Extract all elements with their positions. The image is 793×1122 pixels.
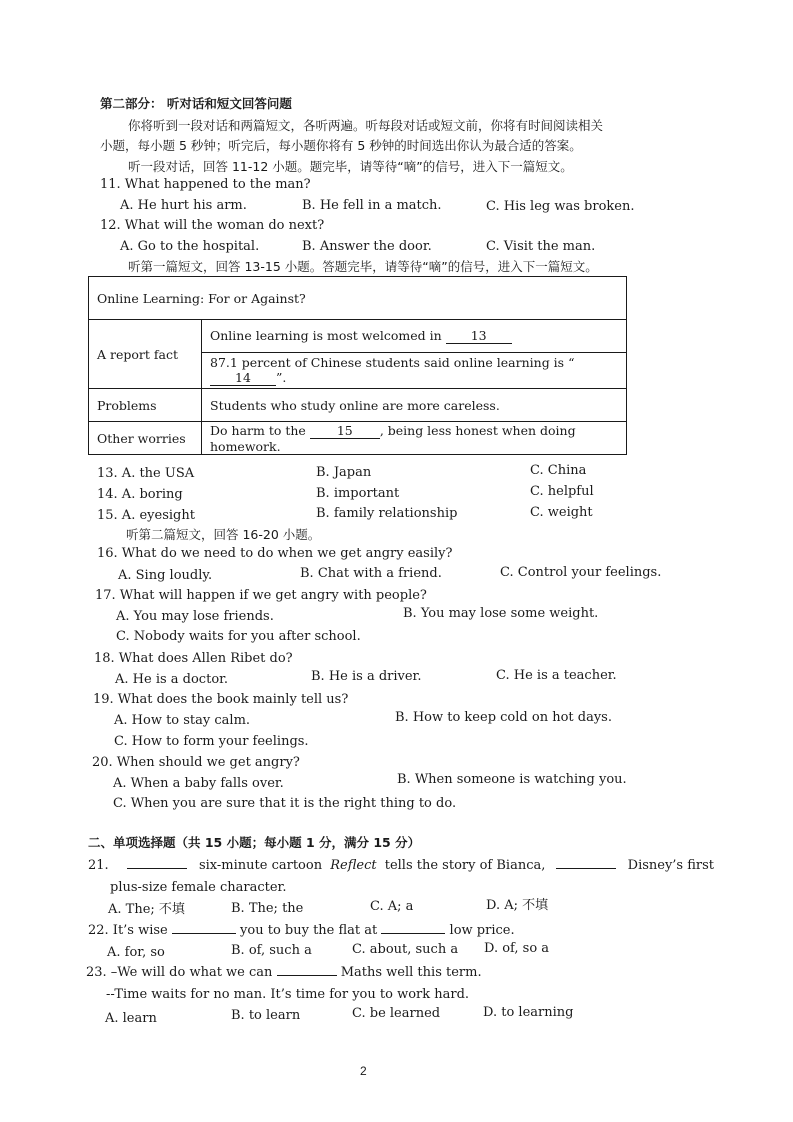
cell-text: Online learning is most welcomed in (210, 328, 442, 343)
option-b: B. Chat with a friend. (300, 566, 442, 581)
answer-blank (127, 868, 187, 869)
page-number: 2 (360, 1064, 367, 1078)
option-b: B. When someone is watching you. (397, 772, 627, 787)
option-a: 13. A. the USA (97, 466, 195, 481)
option-c: C. Nobody waits for you after school. (116, 629, 361, 644)
answer-blank-13: 13 (446, 328, 512, 344)
option-c: C. A; a (370, 899, 414, 914)
option-a: A. How to stay calm. (114, 713, 251, 728)
question-stem: 11. What happened to the man? (100, 177, 311, 192)
stem-continuation: plus-size female character. (110, 880, 287, 895)
section-heading: 第二部分： 听对话和短文回答问题 (100, 96, 292, 111)
table-label-problems: Problems (89, 389, 202, 422)
option-b: B. Answer the door. (302, 239, 432, 254)
option-c: C. helpful (530, 484, 594, 499)
instructions-dialogue: 听一段对话，回答 11-12 小题。题完毕，请等待“嘀”的信号，进入下一篇短文。 (128, 159, 573, 174)
question-stem (86, 965, 482, 981)
stem-text: 23. –We will do what we can (86, 965, 273, 980)
option-d: D. of, so a (484, 941, 550, 956)
option-b: B. How to keep cold on hot days. (395, 710, 612, 725)
section-heading: 二、单项选择题（共 15 小题；每小题 1 分，满分 15 分） (88, 835, 421, 850)
option-c: C. be learned (352, 1006, 441, 1021)
table-cell: Students who study online are more careless. (202, 389, 627, 422)
question-number: 21. (88, 858, 109, 873)
option-b: B. to learn (231, 1008, 301, 1023)
instructions-line: 小题，每小题 5 秒钟；听完后，每小题你将有 5 秒钟的时间选出你认为最合适的答案。 (100, 138, 582, 153)
option-b: B. He is a driver. (311, 669, 422, 684)
option-a: 15. A. eyesight (97, 508, 195, 523)
stem-text: tells the story of Bianca, (384, 858, 546, 873)
question-stem: 20. When should we get angry? (92, 755, 300, 770)
cell-text: Do harm to the (210, 422, 306, 438)
stem-text: low price. (449, 923, 515, 938)
answer-blank-14: 14 (210, 370, 276, 386)
answer-blank (277, 975, 337, 976)
option-b: B. The; the (231, 901, 304, 916)
option-d: D. to learning (483, 1005, 574, 1020)
option-a: A. When a baby falls over. (113, 776, 284, 791)
table-cell (202, 353, 627, 389)
notes-table (88, 276, 627, 455)
answer-blank (556, 868, 616, 869)
option-b: B. of, such a (231, 943, 312, 958)
option-c: C. weight (530, 505, 593, 520)
option-a: 14. A. boring (97, 487, 183, 502)
table-label-report: A report fact (89, 320, 202, 389)
option-b: B. important (316, 486, 400, 501)
answer-blank-15: 15 (310, 423, 380, 439)
table-cell (202, 422, 627, 455)
option-c: C. When you are sure that it is the right thing to do. (113, 796, 457, 811)
cell-text: ”. (276, 370, 287, 385)
answer-blank (172, 933, 236, 934)
option-a: A. Sing loudly. (118, 568, 213, 583)
option-c: C. How to form your feelings. (114, 734, 309, 749)
option-c: C. He is a teacher. (496, 668, 617, 683)
option-a: A. You may lose friends. (116, 609, 274, 624)
answer-blank (381, 933, 445, 934)
stem-text: six-minute cartoon (198, 858, 323, 873)
table-title: Online Learning: For or Against? (89, 277, 627, 320)
instructions-line: 你将听到一段对话和两篇短文，各听两遍。听每段对话或短文前，你将有时间阅读相关 (128, 118, 604, 133)
table-cell (202, 320, 627, 353)
option-b: B. Japan (316, 465, 372, 480)
cell-text: 87.1 percent of Chinese students said online learning is “ (210, 355, 575, 370)
option-a: A. Go to the hospital. (120, 239, 260, 254)
option-b: B. You may lose some weight. (403, 606, 599, 621)
option-a: A. for, so (107, 945, 165, 960)
option-c: C. Visit the man. (486, 239, 596, 254)
option-c: C. Control your feelings. (500, 565, 662, 580)
option-a: A. He is a doctor. (115, 672, 229, 687)
question-stem: 19. What does the book mainly tell us? (93, 692, 349, 707)
instructions-text2: 听第二篇短文，回答 16-20 小题。 (126, 527, 321, 542)
option-c: C. China (530, 463, 587, 478)
stem-text: Maths well this term. (340, 965, 482, 980)
question-stem: 16. What do we need to do when we get angry easily? (97, 546, 453, 561)
stem-continuation: --Time waits for no man. It’s time for you to work hard. (106, 987, 470, 1002)
question-stem: 17. What will happen if we get angry with people? (95, 588, 427, 603)
cell-text: , being less honest when doing homework. (210, 422, 576, 454)
option-a: A. learn (105, 1011, 157, 1026)
question-stem (88, 858, 714, 874)
option-c: C. about, such a (352, 942, 459, 957)
option-b: B. family relationship (316, 506, 458, 521)
question-stem (88, 923, 515, 939)
option-d: D. A; 不填 (486, 898, 549, 913)
question-stem: 12. What will the woman do next? (100, 218, 325, 233)
table-label-worries: Other worries (89, 422, 202, 455)
option-b: B. He fell in a match. (302, 198, 442, 213)
option-c: C. His leg was broken. (486, 199, 635, 214)
question-stem: 18. What does Allen Ribet do? (94, 651, 293, 666)
stem-text: Disney’s first (627, 858, 715, 873)
stem-text: you to buy the flat at (240, 923, 378, 938)
stem-title: Reflect (330, 858, 377, 873)
option-a: A. The; 不填 (108, 902, 185, 917)
stem-text: 22. It’s wise (88, 923, 168, 938)
option-a: A. He hurt his arm. (120, 198, 247, 213)
instructions-text1: 听第一篇短文，回答 13-15 小题。答题完毕，请等待“嘀”的信号，进入下一篇短文。 (128, 259, 598, 274)
